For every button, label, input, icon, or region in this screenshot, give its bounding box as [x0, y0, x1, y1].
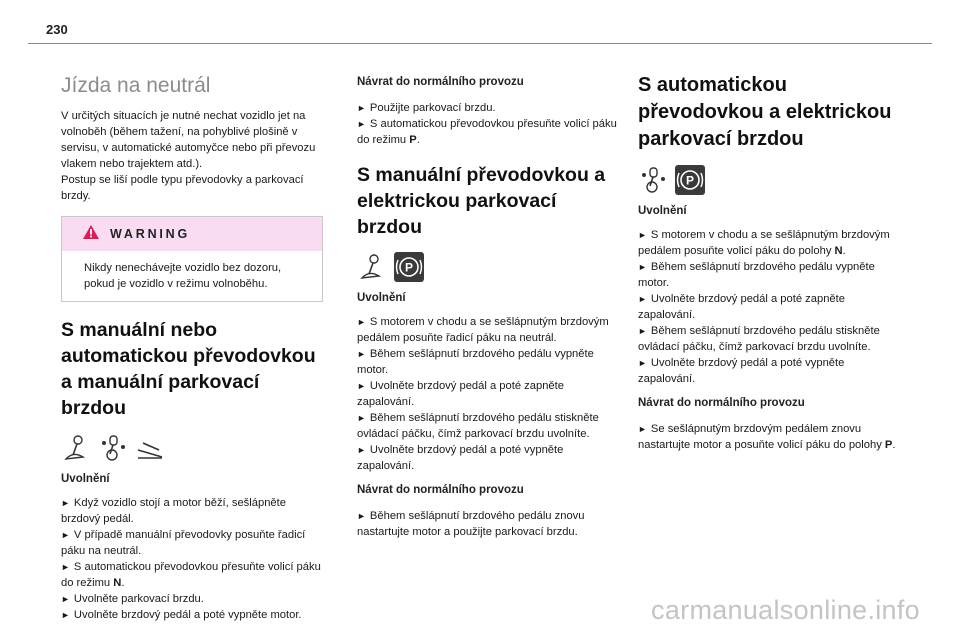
step-text: Uvolněte parkovací brzdu. — [73, 593, 204, 605]
step-text-end: . — [892, 439, 896, 451]
step-text-end: . — [121, 577, 125, 589]
manual-parking-brake-icon — [135, 433, 165, 463]
gear-mode-p: P — [884, 439, 893, 451]
arrow-right-icon: ► — [357, 317, 366, 327]
step-item — [638, 323, 903, 355]
step-item — [357, 442, 619, 474]
arrow-right-icon: ► — [638, 262, 647, 272]
step-text: Během sešlápnutí brzdového pedálu stiskněte ovládací páčku, čímž parkovací brzdu uvolníte. — [357, 412, 599, 440]
step-text: S motorem v chodu a se sešlápnutým brzdovým pedálem posuňte volicí páku do polohy — [638, 229, 890, 257]
return-heading: Návrat do normálního provozu — [638, 397, 805, 409]
step-text: Uvolněte brzdový pedál a poté zapněte zapalování. — [357, 380, 564, 408]
warning-title: WARNING — [110, 227, 191, 241]
section-title-manual-electric: S manuální převodovkou a elektrickou parkovací brzdou — [357, 164, 606, 238]
step-item — [357, 410, 619, 442]
step-text: V případě manuální převodovky posuňte řadicí páku na neutrál. — [61, 529, 306, 557]
column-3 — [638, 72, 903, 453]
intro-text: V určitých situacích je nutné nechat vozidlo jet na volnoběh (během tažení, na pohyblivé plošině v servisu, v automatické automyčce nebo při převozu vlakem nebo trajektem atd.). — [61, 110, 316, 170]
step-item — [61, 607, 323, 623]
step-text: S automatickou převodovkou přesuňte volicí páku do režimu — [357, 118, 617, 146]
release-heading: Uvolnění — [638, 205, 687, 217]
arrow-right-icon: ► — [638, 424, 647, 434]
warning-header — [62, 217, 322, 251]
step-text: Použijte parkovací brzdu. — [369, 102, 496, 114]
automatic-gearbox-icon — [638, 165, 668, 195]
step-item — [357, 100, 619, 116]
gear-mode-p: P — [409, 134, 417, 146]
arrow-right-icon: ► — [357, 445, 366, 455]
electric-parking-brake-icon — [675, 165, 705, 195]
step-text: Uvolněte brzdový pedál a poté vypněte zapalování. — [357, 444, 564, 472]
icon-row-1 — [61, 433, 323, 463]
manual-gearbox-icon — [61, 433, 91, 463]
step-text: S motorem v chodu a se sešlápnutým brzdovým pedálem posuňte řadicí páku na neutrál. — [357, 316, 609, 344]
gear-mode-n: N — [113, 577, 122, 589]
arrow-right-icon: ► — [357, 119, 366, 129]
step-text: Během sešlápnutí brzdového pedálu vypněte motor. — [638, 261, 875, 289]
warning-text: Nikdy nenechávejte vozidlo bez dozoru, pokud je vozidlo v režimu volnoběhu. — [84, 262, 282, 290]
section-title-auto-electric: S automatickou převodovkou a elektrickou parkovací brzdou — [638, 74, 892, 150]
step-item — [61, 527, 323, 559]
icon-row-3 — [638, 165, 903, 195]
step-text: S automatickou převodovkou přesuňte volicí páku do režimu — [61, 561, 321, 589]
step-text: Se sešlápnutým brzdovým pedálem znovu nastartujte motor a posuňte volicí páku do polohy — [638, 423, 885, 451]
arrow-right-icon: ► — [357, 349, 366, 359]
step-text: Během sešlápnutí brzdového pedálu stiskněte ovládací páčku, čímž parkovací brzdu uvolníte. — [638, 325, 880, 353]
step-text-end: . — [842, 245, 846, 257]
step-item — [357, 346, 619, 378]
svg-text:P: P — [404, 260, 414, 275]
step-item — [357, 314, 619, 346]
release-steps — [357, 314, 619, 474]
return-heading: Návrat do normálního provozu — [357, 76, 524, 88]
warning-triangle-icon — [82, 224, 100, 245]
step-text: Uvolněte brzdový pedál a poté vypněte motor. — [73, 609, 302, 621]
arrow-right-icon: ► — [61, 498, 70, 508]
electric-parking-brake-icon — [394, 252, 424, 282]
release-steps — [638, 227, 903, 387]
column-2 — [357, 76, 619, 540]
release-heading: Uvolnění — [357, 292, 406, 304]
warning-box — [61, 216, 323, 302]
arrow-right-icon: ► — [638, 294, 647, 304]
arrow-right-icon: ► — [61, 594, 70, 604]
step-text: Během sešlápnutí brzdového pedálu znovu nastartujte motor a použijte parkovací brzdu. — [357, 510, 585, 538]
arrow-right-icon: ► — [357, 103, 366, 113]
return-steps — [357, 100, 619, 148]
arrow-right-icon: ► — [61, 530, 70, 540]
arrow-right-icon: ► — [61, 610, 70, 620]
step-item — [61, 559, 323, 591]
manual-gearbox-icon — [357, 252, 387, 282]
svg-text:P: P — [685, 173, 695, 188]
arrow-right-icon: ► — [357, 511, 366, 521]
step-item — [357, 116, 619, 148]
step-text: Během sešlápnutí brzdového pedálu vypněte motor. — [357, 348, 594, 376]
arrow-right-icon: ► — [61, 562, 70, 572]
step-text: Uvolněte brzdový pedál a poté vypněte zapalování. — [638, 357, 845, 385]
top-divider — [28, 43, 932, 44]
step-item — [638, 227, 903, 259]
release-steps — [61, 495, 323, 623]
release-heading: Uvolnění — [61, 473, 110, 485]
arrow-right-icon: ► — [357, 413, 366, 423]
page-number: 230 — [46, 22, 68, 37]
step-item — [638, 291, 903, 323]
watermark: carmanualsonline.info — [651, 595, 920, 625]
step-item — [61, 495, 323, 527]
arrow-right-icon: ► — [638, 230, 647, 240]
step-item — [61, 591, 323, 607]
step-text: Uvolněte brzdový pedál a poté zapněte zapalování. — [638, 293, 845, 321]
step-text: Když vozidlo stojí a motor běží, sešlápněte brzdový pedál. — [61, 497, 286, 525]
arrow-right-icon: ► — [357, 381, 366, 391]
arrow-right-icon: ► — [638, 358, 647, 368]
step-item — [638, 421, 903, 453]
step-item — [638, 355, 903, 387]
column-1 — [61, 72, 323, 623]
step-item — [357, 378, 619, 410]
intro-text-2: Postup se liší podle typu převodovky a parkovací brzdy. — [61, 174, 304, 202]
icon-row-2 — [357, 252, 619, 282]
step-text-end: . — [416, 134, 420, 146]
return-heading-2: Návrat do normálního provozu — [357, 484, 524, 496]
return-steps — [638, 421, 903, 453]
step-item — [357, 508, 619, 540]
step-item — [638, 259, 903, 291]
arrow-right-icon: ► — [638, 326, 647, 336]
page-title: Jízda na neutrál — [61, 74, 211, 97]
gear-mode-n: N — [834, 245, 843, 257]
section-title-manual-brake: S manuální nebo automatickou převodovkou a manuální parkovací brzdou — [61, 319, 316, 419]
automatic-gearbox-icon — [98, 433, 128, 463]
return-steps-2 — [357, 508, 619, 540]
